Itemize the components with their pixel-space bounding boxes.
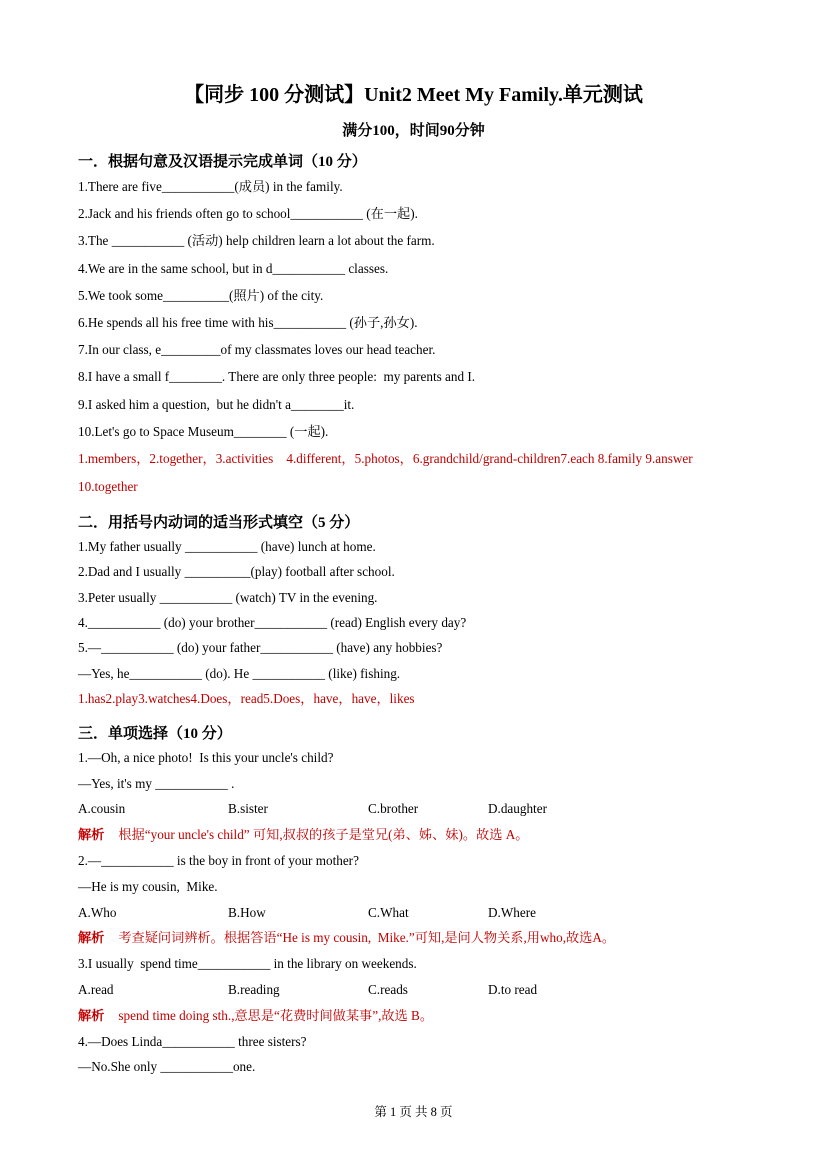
answer-line: 1.members，2.together，3.activities 4.different，5.photos，6.grandchild/grand-children7.each 8.family 9.answer	[78, 451, 693, 467]
question-line: 1.My father usually ___________ (have) lunch at home.	[78, 539, 376, 555]
option-d: D.to read	[488, 981, 538, 997]
analysis-text: spend time doing sth.,意思是“花费时间做某事”,故选 B。	[118, 1007, 434, 1023]
analysis-label: 解析	[78, 827, 105, 843]
question-line: 4.___________ (do) your brother___________ (read) English every day?	[78, 614, 467, 630]
option-b: B.reading	[228, 981, 280, 997]
section1-questions	[78, 173, 749, 445]
analysis-text: 考查疑问词辨析。根据答语“He is my cousin, Mike.”可知,是问人物关系,用who,故选A。	[118, 930, 616, 946]
options-row	[78, 900, 749, 926]
question-line: 8.I have a small f________. There are only three people: my parents and I.	[78, 369, 476, 385]
option-b: B.How	[228, 904, 266, 920]
option-a: A.Who	[78, 904, 117, 920]
question-line: 3.The ___________ (活动) help children learn a lot about the farm.	[78, 233, 435, 249]
analysis-line	[78, 925, 749, 951]
section1-heading: 一．根据句意及汉语提示完成单词（10 分）	[78, 154, 367, 170]
option-d: D.Where	[488, 904, 536, 920]
question-line: 5.—___________ (do) your father___________ (have) any hobbies?	[78, 640, 443, 656]
analysis-line	[78, 1003, 749, 1029]
analysis-line	[78, 822, 749, 848]
question-line: 9.I asked him a question, but he didn't a________it.	[78, 396, 355, 412]
option-c: C.reads	[368, 981, 408, 997]
option-c: C.brother	[368, 801, 419, 817]
question-line: 2.Jack and his friends often go to school___________ (在一起).	[78, 206, 418, 222]
option-c: C.What	[368, 904, 409, 920]
question-stem: 2.—___________ is the boy in front of your mother?	[78, 853, 359, 868]
question-stem-reply: —He is my cousin, Mike.	[78, 878, 218, 894]
section3-questions	[78, 745, 749, 1080]
option-a: A.read	[78, 981, 114, 997]
question-line: —Yes, he___________ (do). He ___________ (like) fishing.	[78, 665, 401, 681]
option-d: D.daughter	[488, 801, 547, 817]
question-line: 10.Let's go to Space Museum________ (一起).	[78, 423, 329, 439]
section3-heading: 三．单项选择（10 分）	[78, 725, 232, 742]
section2-questions	[78, 534, 749, 686]
option-a: A.cousin	[78, 801, 126, 817]
section2-heading: 二．用括号内动词的适当形式填空（5 分）	[78, 515, 360, 532]
question-stem: 3.I usually spend time___________ in the library on weekends.	[78, 956, 417, 972]
answer-line: 10.together	[78, 479, 138, 495]
options-row	[78, 796, 749, 822]
question-line: 1.There are five___________(成员) in the family.	[78, 179, 343, 194]
analysis-text: 根据“your uncle's child” 可知,叔叔的孩子是堂兄(弟、姊、妹)。故选 A。	[118, 827, 529, 843]
question-line: 6.He spends all his free time with his___________ (孙子,孙女).	[78, 315, 418, 331]
section2-answers: 1.has2.play3.watches4.Does，read5.Does，have，have，likes	[78, 690, 415, 706]
page-number-footer: 第 1 页 共 8 页	[374, 1105, 453, 1119]
question-stem-reply: —Yes, it's my ___________ .	[78, 775, 235, 791]
section1-answers	[78, 445, 749, 501]
question-stem: 1.—Oh, a nice photo! Is this your uncle's child?	[78, 749, 334, 765]
question-stem-reply: —No.She only ___________one.	[78, 1059, 256, 1075]
question-line: 5.We took some__________(照片) of the city.	[78, 287, 324, 303]
question-line: 7.In our class, e_________of my classmates loves our head teacher.	[78, 342, 436, 358]
page-title: 【同步 100 分测试】Unit2 Meet My Family.单元测试	[184, 84, 643, 106]
question-stem: 4.—Does Linda___________ three sisters?	[78, 1033, 307, 1049]
exam-score-time-subtitle: 满分100，时间90分钟	[342, 123, 485, 139]
analysis-label: 解析	[78, 1007, 105, 1023]
analysis-label: 解析	[78, 930, 105, 946]
option-b: B.sister	[228, 801, 268, 817]
question-line: 3.Peter usually ___________ (watch) TV in the evening.	[78, 589, 378, 605]
question-line: 2.Dad and I usually __________(play) football after school.	[78, 564, 395, 580]
options-row	[78, 977, 749, 1003]
question-line: 4.We are in the same school, but in d___________ classes.	[78, 260, 389, 276]
